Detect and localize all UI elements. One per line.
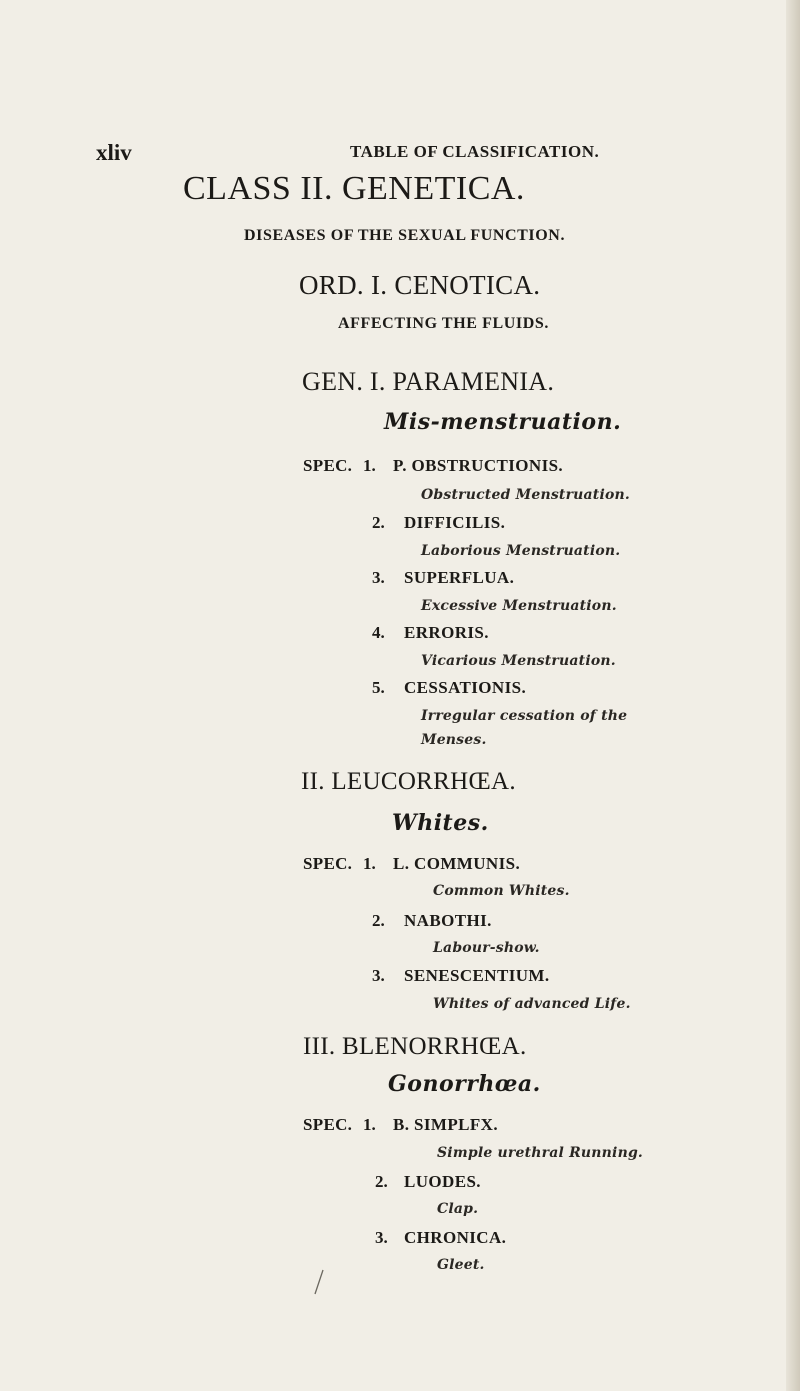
species-number: 3. [375, 1228, 388, 1247]
species-english: Gleet. [437, 1257, 485, 1273]
spec-label: SPEC. [303, 456, 353, 475]
species-english: Whites of advanced Life. [433, 996, 631, 1012]
species-name: L. COMMUNIS. [393, 854, 521, 873]
genus-english: Whites. [392, 810, 489, 836]
species-number: 2. [375, 1172, 388, 1191]
species-english: Labour-show. [433, 940, 540, 956]
species-english-continued: Menses. [421, 732, 487, 748]
species-number: 4. [372, 623, 385, 642]
genus-title: III. BLENORRHŒA. [303, 1033, 527, 1060]
species-english: Laborious Menstruation. [421, 543, 621, 559]
spec-label: SPEC. [303, 1115, 353, 1134]
species-number: 1. [363, 854, 376, 873]
species-name: SENESCENTIUM. [404, 966, 550, 985]
species-english: Simple urethral Running. [437, 1145, 644, 1161]
order-title: ORD. I. CENOTICA. [299, 270, 541, 300]
species-number: 2. [372, 513, 385, 532]
species-name: CHRONICA. [404, 1228, 507, 1247]
species-name: SUPERFLUA. [404, 568, 515, 587]
species-number: 1. [363, 1115, 376, 1134]
spec-label: SPEC. [303, 854, 353, 873]
species-number: 2. [372, 911, 385, 930]
genus-english: Gonorrhœa. [388, 1071, 541, 1097]
species-number: 3. [372, 568, 385, 587]
class-subtitle: DISEASES OF THE SEXUAL FUNCTION. [244, 227, 566, 244]
species-name: LUODES. [404, 1172, 481, 1191]
genus-title: II. LEUCORRHŒA. [301, 768, 516, 795]
species-number: 5. [372, 678, 385, 697]
genus-english: Mis-menstruation. [384, 409, 622, 435]
species-english: Vicarious Menstruation. [421, 653, 616, 669]
running-title: TABLE OF CLASSIFICATION. [350, 142, 600, 161]
species-name: P. OBSTRUCTIONIS. [393, 456, 564, 475]
species-name: DIFFICILIS. [404, 513, 506, 532]
species-name: ERRORIS. [404, 623, 489, 642]
page-edge-shadow [786, 0, 800, 1391]
species-english: Obstructed Menstruation. [421, 487, 630, 503]
class-title: CLASS II. GENETICA. [183, 170, 525, 207]
stray-pencil-mark [312, 1268, 326, 1296]
species-number: 1. [363, 456, 376, 475]
species-name: CESSATIONIS. [404, 678, 527, 697]
species-english: Common Whites. [433, 883, 570, 899]
species-english: Excessive Menstruation. [421, 598, 617, 614]
species-number: 3. [372, 966, 385, 985]
order-subtitle: AFFECTING THE FLUIDS. [338, 315, 550, 332]
genus-title: GEN. I. PARAMENIA. [302, 367, 555, 396]
species-name: NABOTHI. [404, 911, 492, 930]
species-name: B. SIMPLFX. [393, 1115, 498, 1134]
species-english: Irregular cessation of the [421, 708, 628, 724]
page-number: xliv [96, 140, 132, 165]
species-english: Clap. [437, 1201, 479, 1217]
